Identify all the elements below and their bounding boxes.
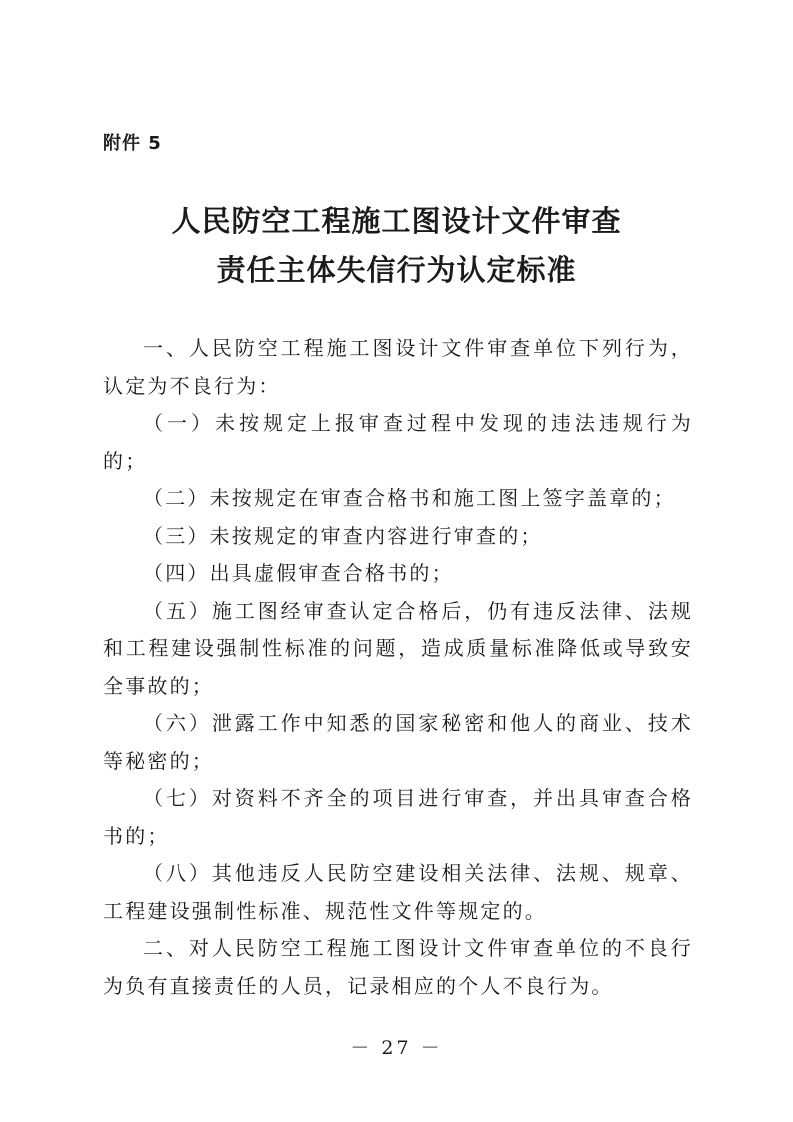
paragraph-item-6: （六）泄露工作中知悉的国家秘密和他人的商业、技术等秘密的； [103, 711, 693, 773]
paragraph-item-7: （七）对资料不齐全的项目进行审查，并出具审查合格书的； [103, 786, 693, 848]
paragraph-item-8: （八）其他违反人民防空建设相关法律、法规、规章、工程建设强制性标准、规范性文件等规定的。 [103, 861, 693, 923]
paragraph-item-2: （二）未按规定在审查合格书和施工图上签字盖章的； [143, 486, 676, 510]
paragraph-section-1: 一、人民防空工程施工图设计文件审查单位下列行为，认定为不良行为： [103, 336, 693, 398]
attachment-label: 附件 5 [103, 133, 162, 154]
document-body [103, 330, 693, 1005]
document-title-line-2: 责任主体失信行为认定标准 [216, 253, 577, 287]
paragraph-section-2: 二、对人民防空工程施工图设计文件审查单位的不良行为负有直接责任的人员，记录相应的个人不良行为。 [103, 936, 693, 998]
paragraph-item-3: （三）未按规定的审查内容进行审查的； [143, 523, 543, 548]
paragraph-item-4: （四）出具虚假审查合格书的； [143, 561, 454, 585]
paragraph-item-5: （五）施工图经审查认定合格后，仍有违反法律、法规和工程建设强制性标准的问题，造成质量标准降低或导致安全事故的； [103, 598, 693, 698]
page-number: － 27 － [350, 1037, 443, 1059]
document-title-line-1: 人民防空工程施工图设计文件审查 [171, 204, 622, 238]
paragraph-item-1: （一）未按规定上报审查过程中发现的违法违规行为的； [103, 411, 693, 473]
